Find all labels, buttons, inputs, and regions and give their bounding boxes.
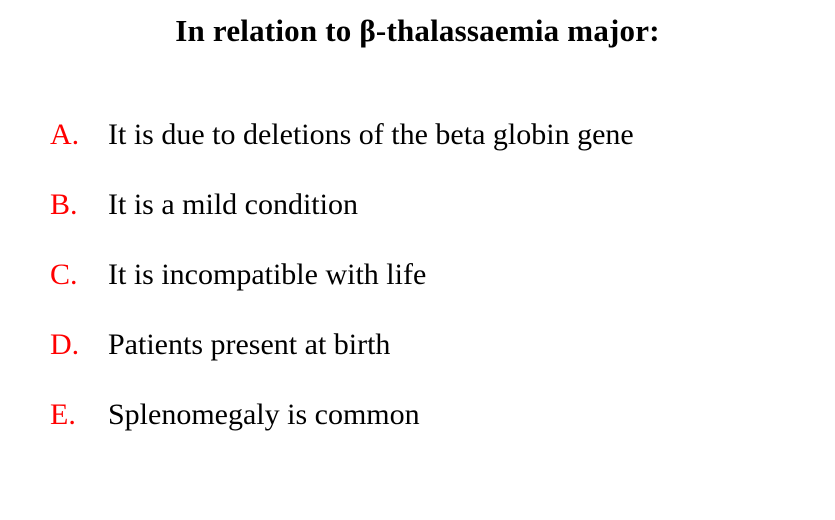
option-d-letter: D. bbox=[50, 328, 80, 361]
option-e-text: Splenomegaly is common bbox=[108, 398, 420, 431]
option-b-letter: B. bbox=[50, 188, 78, 221]
option-a-letter: A. bbox=[50, 118, 80, 151]
option-e-letter: E. bbox=[50, 398, 76, 431]
option-c-letter: C. bbox=[50, 258, 78, 291]
option-b[interactable] bbox=[50, 190, 820, 234]
option-c-text: It is incompatible with life bbox=[108, 258, 427, 291]
option-a[interactable] bbox=[50, 120, 820, 164]
option-b-text: It is a mild condition bbox=[108, 188, 358, 221]
option-c[interactable] bbox=[50, 260, 820, 304]
answer-options-list bbox=[50, 120, 820, 470]
option-d-text: Patients present at birth bbox=[108, 328, 391, 361]
option-d[interactable] bbox=[50, 330, 820, 374]
option-a-text: It is due to deletions of the beta globin gene bbox=[108, 118, 634, 151]
option-e[interactable] bbox=[50, 400, 820, 444]
question-title: In relation to β-thalassaemia major: bbox=[175, 13, 660, 48]
